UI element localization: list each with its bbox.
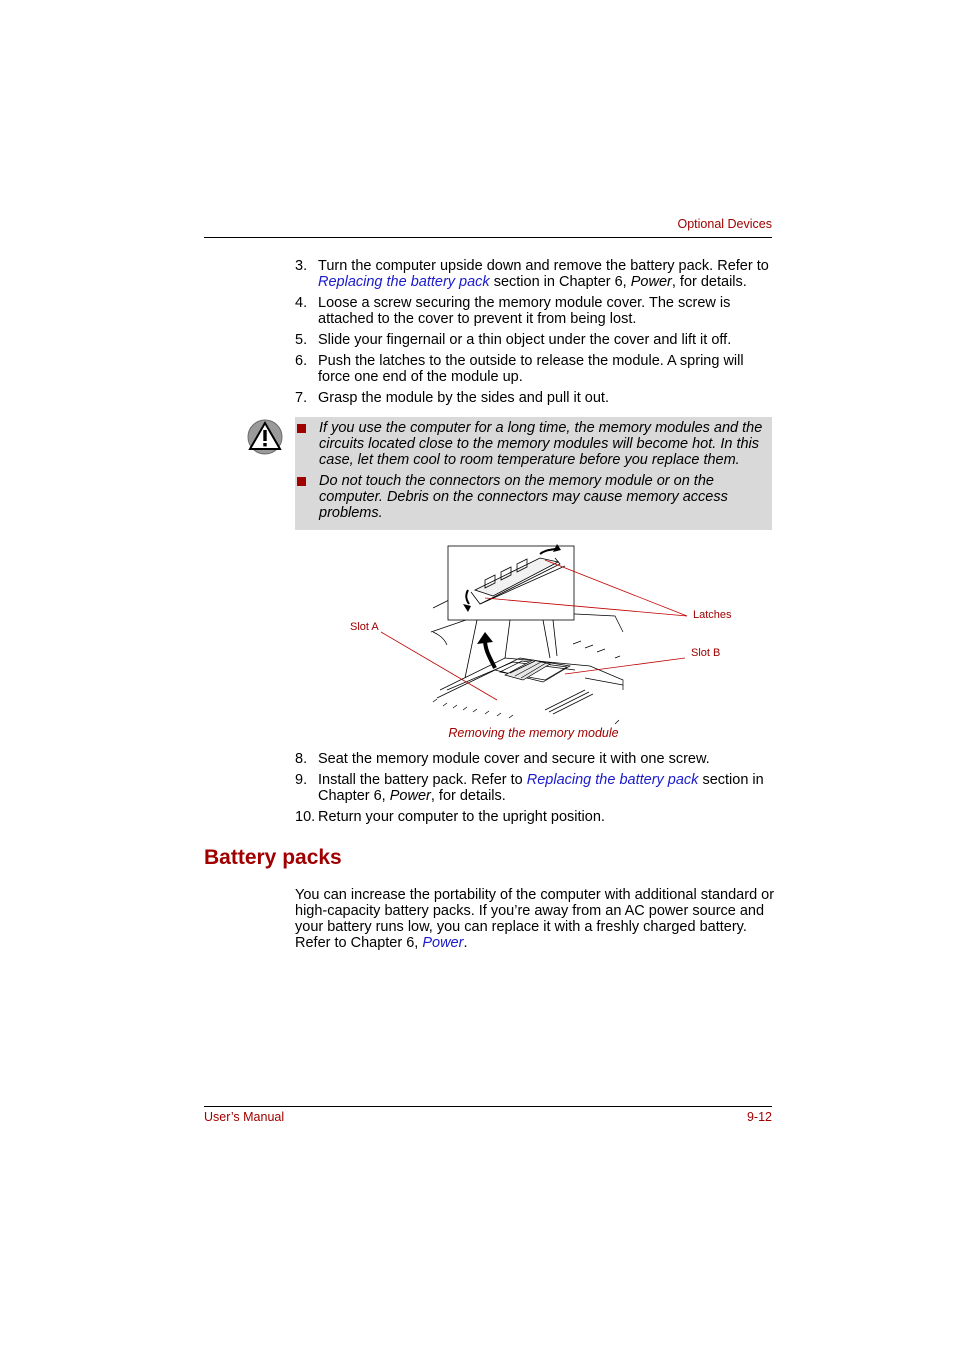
- replacing-battery-link[interactable]: Replacing the battery pack: [318, 274, 490, 290]
- header-rule: [204, 237, 772, 238]
- step-item: [295, 332, 775, 348]
- step-text: section in Chapter 6,: [318, 772, 764, 804]
- caution-box: [295, 417, 772, 530]
- step-text: Push the latches to the outside to release the module. A spring will force one end of the module up.: [318, 353, 744, 385]
- footer-manual-title: User’s Manual: [204, 1110, 285, 1124]
- step-number: 10.: [295, 809, 316, 825]
- slot-a-label: Slot A: [350, 621, 379, 633]
- step-number: 4.: [295, 295, 308, 311]
- memory-module-illustration: [345, 540, 745, 725]
- step-text: Loose a screw securing the memory module cover. The screw is attached to the cover to prevent it from being lost.: [318, 295, 731, 327]
- footer-rule: [204, 1106, 772, 1107]
- step-text: , for details.: [671, 274, 747, 290]
- steps-list-b: [295, 751, 775, 830]
- step-emphasis: Power: [389, 788, 431, 804]
- bullet-square-icon: [297, 477, 306, 486]
- step-item: [295, 751, 775, 767]
- slot-b-label: Slot B: [691, 647, 721, 659]
- step-text: Return your computer to the upright position.: [318, 809, 605, 825]
- step-item: [295, 390, 775, 406]
- caution-item: Do not touch the connectors on the memory module or on the computer. Debris on the connectors may cause memory access problems.: [319, 473, 728, 521]
- page-number: 9-12: [746, 1110, 772, 1124]
- step-text: Slide your fingernail or a thin object under the cover and lift it off.: [318, 332, 732, 348]
- steps-list-a: [295, 258, 775, 411]
- step-item: [295, 258, 775, 290]
- step-number: 9.: [295, 772, 308, 788]
- paragraph-text: .: [463, 935, 468, 951]
- caution-item: If you use the computer for a long time, the memory modules and the circuits located close to the memory modules will become hot. In this case, let them cool to room temperature before you replace them.: [319, 420, 763, 468]
- replacing-battery-link[interactable]: Replacing the battery pack: [526, 772, 699, 788]
- running-header: Optional Devices: [677, 217, 772, 231]
- section-paragraph: [295, 887, 775, 951]
- step-number: 6.: [295, 353, 308, 369]
- step-number: 8.: [295, 751, 308, 767]
- power-chapter-link[interactable]: Power: [422, 935, 464, 951]
- step-text: Grasp the module by the sides and pull it out.: [318, 390, 609, 406]
- section-title: Battery packs: [204, 846, 342, 869]
- figure-caption: Removing the memory module: [448, 726, 619, 740]
- bullet-square-icon: [297, 424, 306, 433]
- step-item: [295, 353, 775, 385]
- step-number: 7.: [295, 390, 308, 406]
- warning-triangle-icon: [246, 418, 284, 460]
- step-item: [295, 809, 775, 825]
- step-item: [295, 295, 775, 327]
- step-text: section in Chapter 6,: [489, 274, 631, 290]
- memory-module-figure: [345, 540, 745, 729]
- step-text: Seat the memory module cover and secure it with one screw.: [318, 751, 710, 767]
- step-number: 3.: [295, 258, 308, 274]
- step-text: , for details.: [430, 788, 506, 804]
- step-text: Install the battery pack. Refer to: [318, 772, 527, 788]
- latches-label: Latches: [693, 609, 732, 621]
- step-item: [295, 772, 775, 804]
- step-number: 5.: [295, 332, 308, 348]
- step-emphasis: Power: [630, 274, 672, 290]
- paragraph-text: You can increase the portability of the computer with additional standard or high-capacity battery packs. If you’re away from an AC power source and your battery runs low, you can replace it with a freshly charged battery. Refer to Chapter 6,: [295, 887, 775, 951]
- step-text: Turn the computer upside down and remove the battery pack. Refer to: [318, 258, 769, 274]
